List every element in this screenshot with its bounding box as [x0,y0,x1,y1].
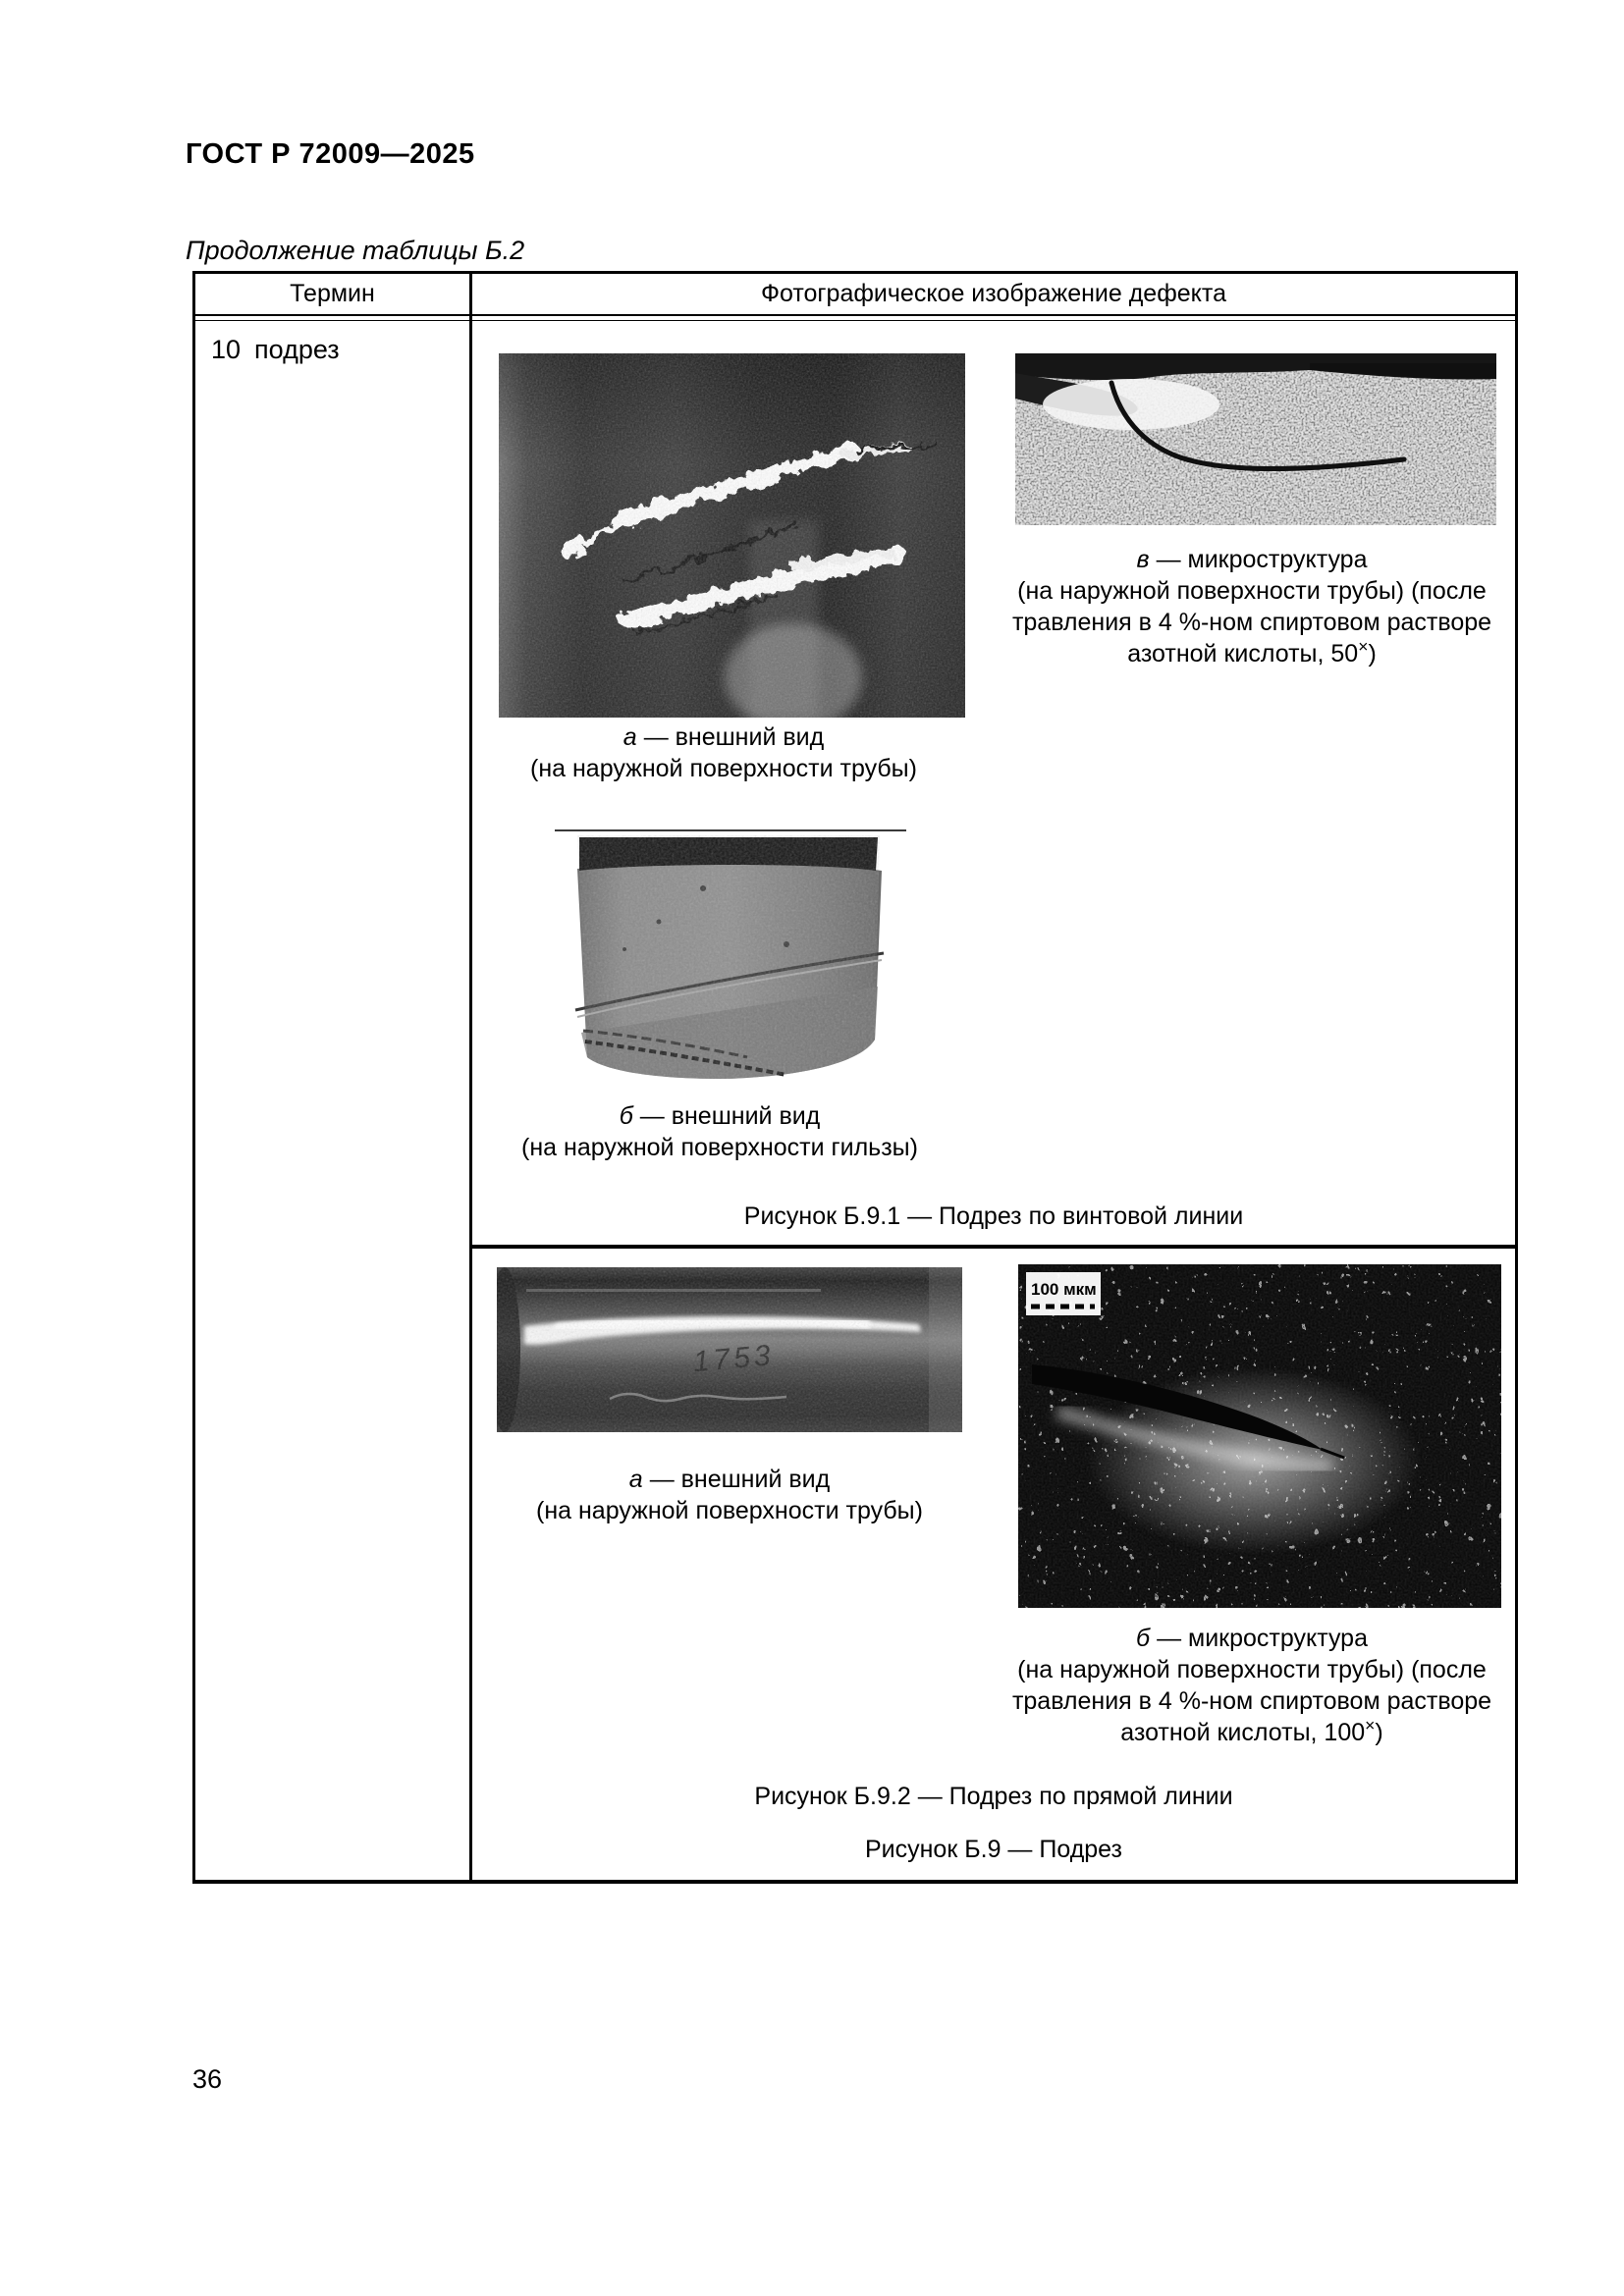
header-separator-line [195,314,1515,316]
caption-letter: б [1136,1625,1151,1652]
caption-line: (на наружной поверхности трубы) [530,755,917,782]
term-cell [211,335,340,365]
caption-text: — внешний вид [649,1466,831,1493]
term-label: подрез [254,335,340,364]
caption-line: азотной кислоты, 50×) [1127,636,1377,667]
doc-code: ГОСТ Р 72009—2025 [186,138,475,170]
figure-caption-b92: Рисунок Б.9.2 — Подрез по прямой линии [754,1783,1233,1810]
caption-text: — микроструктура [1156,546,1368,573]
caption-tube-exterior-2 [484,1464,975,1526]
caption-line [994,1623,1510,1654]
photo-sleeve-exterior [566,831,893,1081]
header-separator-thin-line [195,320,1515,321]
caption-line [994,544,1510,575]
table-continuation-caption: Продолжение таблицы Б.2 [186,236,525,265]
column-header-term: Термин [290,280,375,307]
column-header-photo: Фотографическое изображение дефекта [761,280,1226,307]
caption-letter: б [619,1102,633,1130]
photo-tube-exterior-straight-undercut [497,1267,962,1432]
caption-line [474,1100,965,1132]
caption-line: (на наружной поверхности трубы) (после [1017,577,1487,605]
section-divider-line [469,1245,1515,1249]
caption-microstructure-50x [994,544,1510,669]
handwritten-marking: 1753 [691,1339,776,1379]
caption-text: — внешний вид [643,723,825,751]
defects-table [192,271,1518,1884]
caption-microstructure-100x [994,1623,1510,1748]
magnification-sup: × [1358,636,1369,657]
page-number: 36 [192,2064,223,2094]
caption-line [478,721,969,753]
caption-line: (на наружной поверхности трубы) [536,1497,923,1524]
photo-microstructure-50x [1015,353,1496,525]
caption-letter: в [1136,546,1150,573]
scale-bar-label: 100 мкм [1031,1280,1097,1299]
magnification-sup: × [1365,1715,1376,1735]
caption-text: — внешний вид [639,1102,821,1130]
caption-line: травления в 4 %-ном спиртовом растворе [1011,609,1492,636]
photo-microstructure-100x [1018,1264,1501,1608]
photo-tube-exterior-spiral-undercut [499,353,965,718]
caption-letter: а [623,723,637,751]
caption-text: — микроструктура [1157,1625,1368,1652]
figure-caption-b9-total: Рисунок Б.9 — Подрез [864,1836,1122,1863]
caption-line: (на наружной поверхности гильзы) [521,1134,918,1161]
scale-bar [1026,1272,1101,1315]
caption-sleeve-exterior [474,1100,965,1163]
caption-line: (на наружной поверхности трубы) (после [1017,1656,1487,1683]
caption-line [484,1464,975,1495]
caption-line: азотной кислоты, 100×) [1120,1715,1383,1746]
column-separator [469,274,472,1880]
caption-line: травления в 4 %-ном спиртовом растворе [1011,1687,1492,1715]
figure-caption-b91: Рисунок Б.9.1 — Подрез по винтовой линии [743,1202,1244,1230]
term-number: 10 [211,335,242,364]
caption-tube-exterior-1 [478,721,969,784]
caption-letter: а [628,1466,643,1493]
